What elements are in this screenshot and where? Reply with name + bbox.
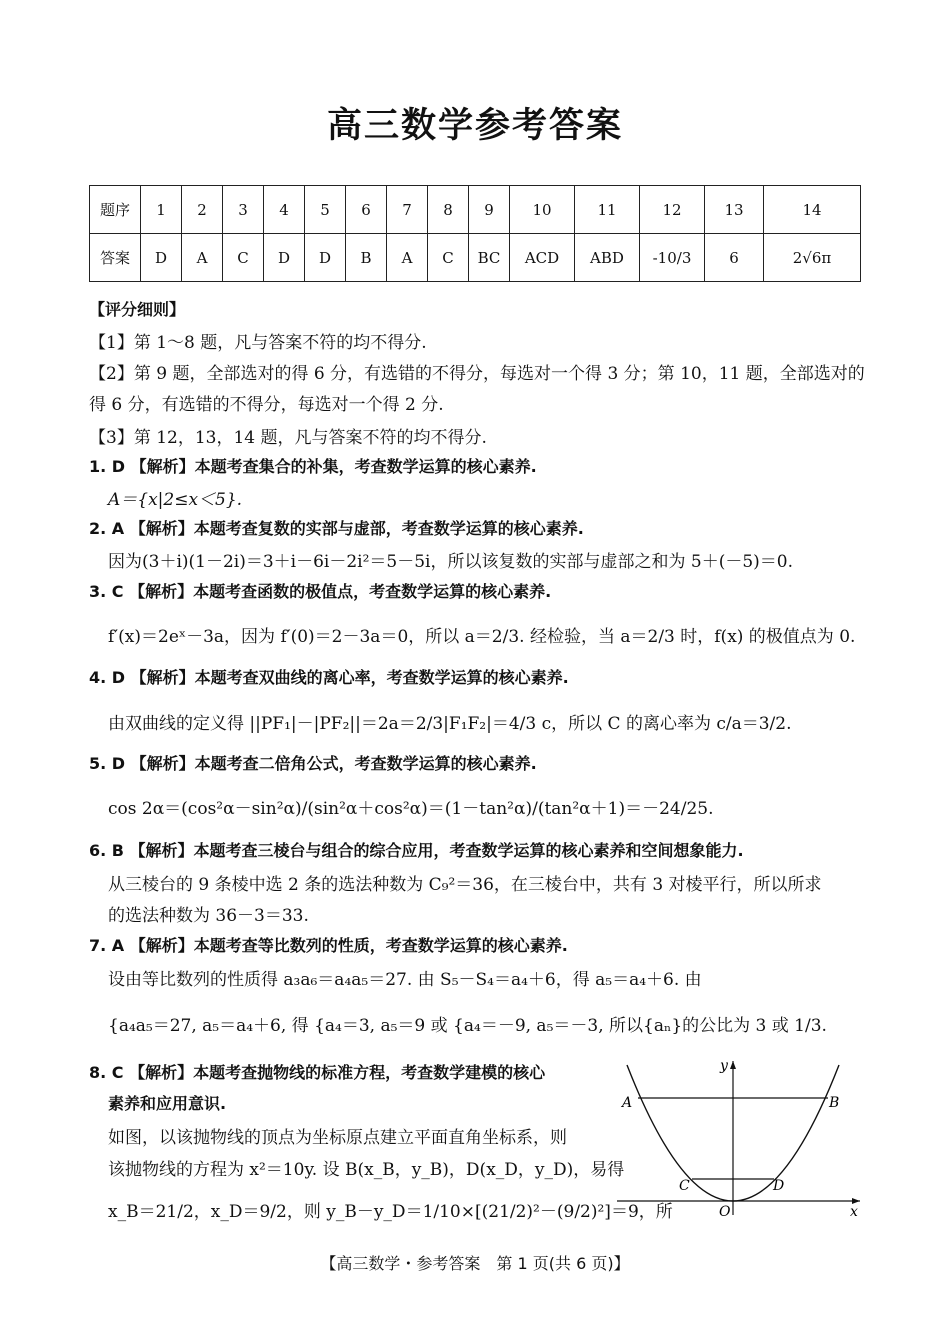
q6-body-1: 从三棱台的 9 条棱中选 2 条的选法种数为 C₉²＝36，在三棱台中，共有 3 对棱平行，所以所求: [108, 875, 822, 895]
q-number: 12: [640, 186, 705, 234]
answer-cell: D: [264, 234, 305, 282]
answer-cell: ABD: [575, 234, 640, 282]
answer-cell: C: [428, 234, 469, 282]
q-number: 8: [428, 186, 469, 234]
q8-body-2: 该抛物线的方程为 x²＝10y. 设 B(x_B，y_B)，D(x_D，y_D)，易得: [108, 1160, 625, 1180]
answer-cell: 2√6π: [764, 234, 861, 282]
q1-body: A＝{x|2≤x＜5}.: [108, 490, 243, 510]
label-C: C: [679, 1178, 690, 1194]
answer-cell: A: [387, 234, 428, 282]
q-number: 5: [305, 186, 346, 234]
table-row-numbers: [90, 186, 861, 234]
grading-heading: 【评分细则】: [89, 300, 186, 319]
q-number: 4: [264, 186, 305, 234]
grading-rule-2b: 得 6 分，有选错的不得分，每选对一个得 2 分.: [89, 395, 444, 415]
q-number: 1: [141, 186, 182, 234]
q8-heading-2: 素养和应用意识.: [108, 1094, 227, 1113]
answer-table: [89, 185, 861, 282]
answer-label: 答案: [90, 234, 141, 282]
header-label: 题序: [90, 186, 141, 234]
q-number: 13: [705, 186, 764, 234]
grading-rule-2a: 【2】第 9 题，全部选对的得 6 分，有选错的不得分，每选对一个得 3 分；第 10，11 题，全部选对的: [89, 364, 865, 384]
q2-body: 因为(3＋i)(1－2i)＝3＋i－6i－2i²＝5－5i，所以该复数的实部与虚部之和为 5＋(－5)＝0.: [108, 552, 794, 572]
q-number: 6: [346, 186, 387, 234]
answer-cell: ACD: [510, 234, 575, 282]
q8-body-1: 如图，以该抛物线的顶点为坐标原点建立平面直角坐标系，则: [108, 1128, 567, 1148]
answer-cell: D: [141, 234, 182, 282]
q7-body-2: {a₄a₅＝27, a₅＝a₄＋6, 得 {a₄＝3, a₅＝9 或 {a₄＝－9, a₅＝－3, 所以{aₙ}的公比为 3 或 1/3.: [108, 1016, 827, 1036]
q7-body-1: 设由等比数列的性质得 a₃a₆＝a₄a₅＝27. 由 S₅－S₄＝a₄＋6，得 a₅＝a₄＋6. 由: [108, 970, 702, 990]
label-y: y: [720, 1058, 728, 1074]
answer-cell: -10/3: [640, 234, 705, 282]
q-number: 10: [510, 186, 575, 234]
answer-cell: D: [305, 234, 346, 282]
label-O: O: [719, 1204, 731, 1220]
q6-body-2: 的选法种数为 36－3＝33.: [108, 906, 309, 926]
q3-heading: 3. C 【解析】本题考查函数的极值点，考查数学运算的核心素养.: [89, 582, 552, 601]
q1-heading: 1. D 【解析】本题考查集合的补集，考查数学运算的核心素养.: [89, 457, 537, 476]
label-B: B: [829, 1095, 840, 1111]
answer-cell: BC: [469, 234, 510, 282]
answer-cell: B: [346, 234, 387, 282]
answer-cell: A: [182, 234, 223, 282]
answer-cell: 6: [705, 234, 764, 282]
label-A: A: [622, 1095, 633, 1111]
q-number: 3: [223, 186, 264, 234]
q5-heading: 5. D 【解析】本题考查二倍角公式，考查数学运算的核心素养.: [89, 754, 537, 773]
label-x: x: [850, 1204, 858, 1220]
q-number: 9: [469, 186, 510, 234]
q4-heading: 4. D 【解析】本题考查双曲线的离心率，考查数学运算的核心素养.: [89, 668, 569, 687]
q5-body: cos 2α＝(cos²α－sin²α)/(sin²α＋cos²α)＝(1－tan²α)/(tan²α＋1)＝－24/25.: [108, 799, 714, 819]
q-number: 14: [764, 186, 861, 234]
y-axis-arrow: [730, 1061, 736, 1069]
grading-rule-1: 【1】第 1～8 题，凡与答案不符的均不得分.: [89, 333, 427, 353]
q8-heading-1: 8. C 【解析】本题考查抛物线的标准方程，考查数学建模的核心: [89, 1063, 546, 1082]
table-row-answers: [90, 234, 861, 282]
q2-heading: 2. A 【解析】本题考查复数的实部与虚部，考查数学运算的核心素养.: [89, 519, 584, 538]
q-number: 11: [575, 186, 640, 234]
page-title: 高三数学参考答案: [326, 106, 623, 146]
q-number: 7: [387, 186, 428, 234]
q4-body: 由双曲线的定义得 ||PF₁|－|PF₂||＝2a＝2/3|F₁F₂|＝4/3 c，所以 C 的离心率为 c/a＝3/2.: [108, 714, 792, 734]
grading-rule-3: 【3】第 12，13，14 题，凡与答案不符的均不得分.: [89, 428, 487, 448]
parabola-figure: [612, 1055, 867, 1220]
q7-heading: 7. A 【解析】本题考查等比数列的性质，考查数学运算的核心素养.: [89, 936, 568, 955]
label-D: D: [773, 1178, 785, 1194]
q8-body-3: x_B＝21/2，x_D＝9/2，则 y_B－y_D＝1/10×[(21/2)²－(9/2)²]＝9，所: [108, 1202, 673, 1222]
q3-body: f′(x)＝2eˣ－3a，因为 f′(0)＝2－3a＝0，所以 a＝2/3. 经检验，当 a＝2/3 时，f(x) 的极值点为 0.: [108, 627, 856, 647]
q-number: 2: [182, 186, 223, 234]
q6-heading: 6. B 【解析】本题考查三棱台与组合的综合应用，考查数学运算的核心素养和空间想象能力.: [89, 841, 744, 860]
page-footer: 【高三数学・参考答案 第 1 页(共 6 页)】: [320, 1254, 630, 1273]
answer-cell: C: [223, 234, 264, 282]
